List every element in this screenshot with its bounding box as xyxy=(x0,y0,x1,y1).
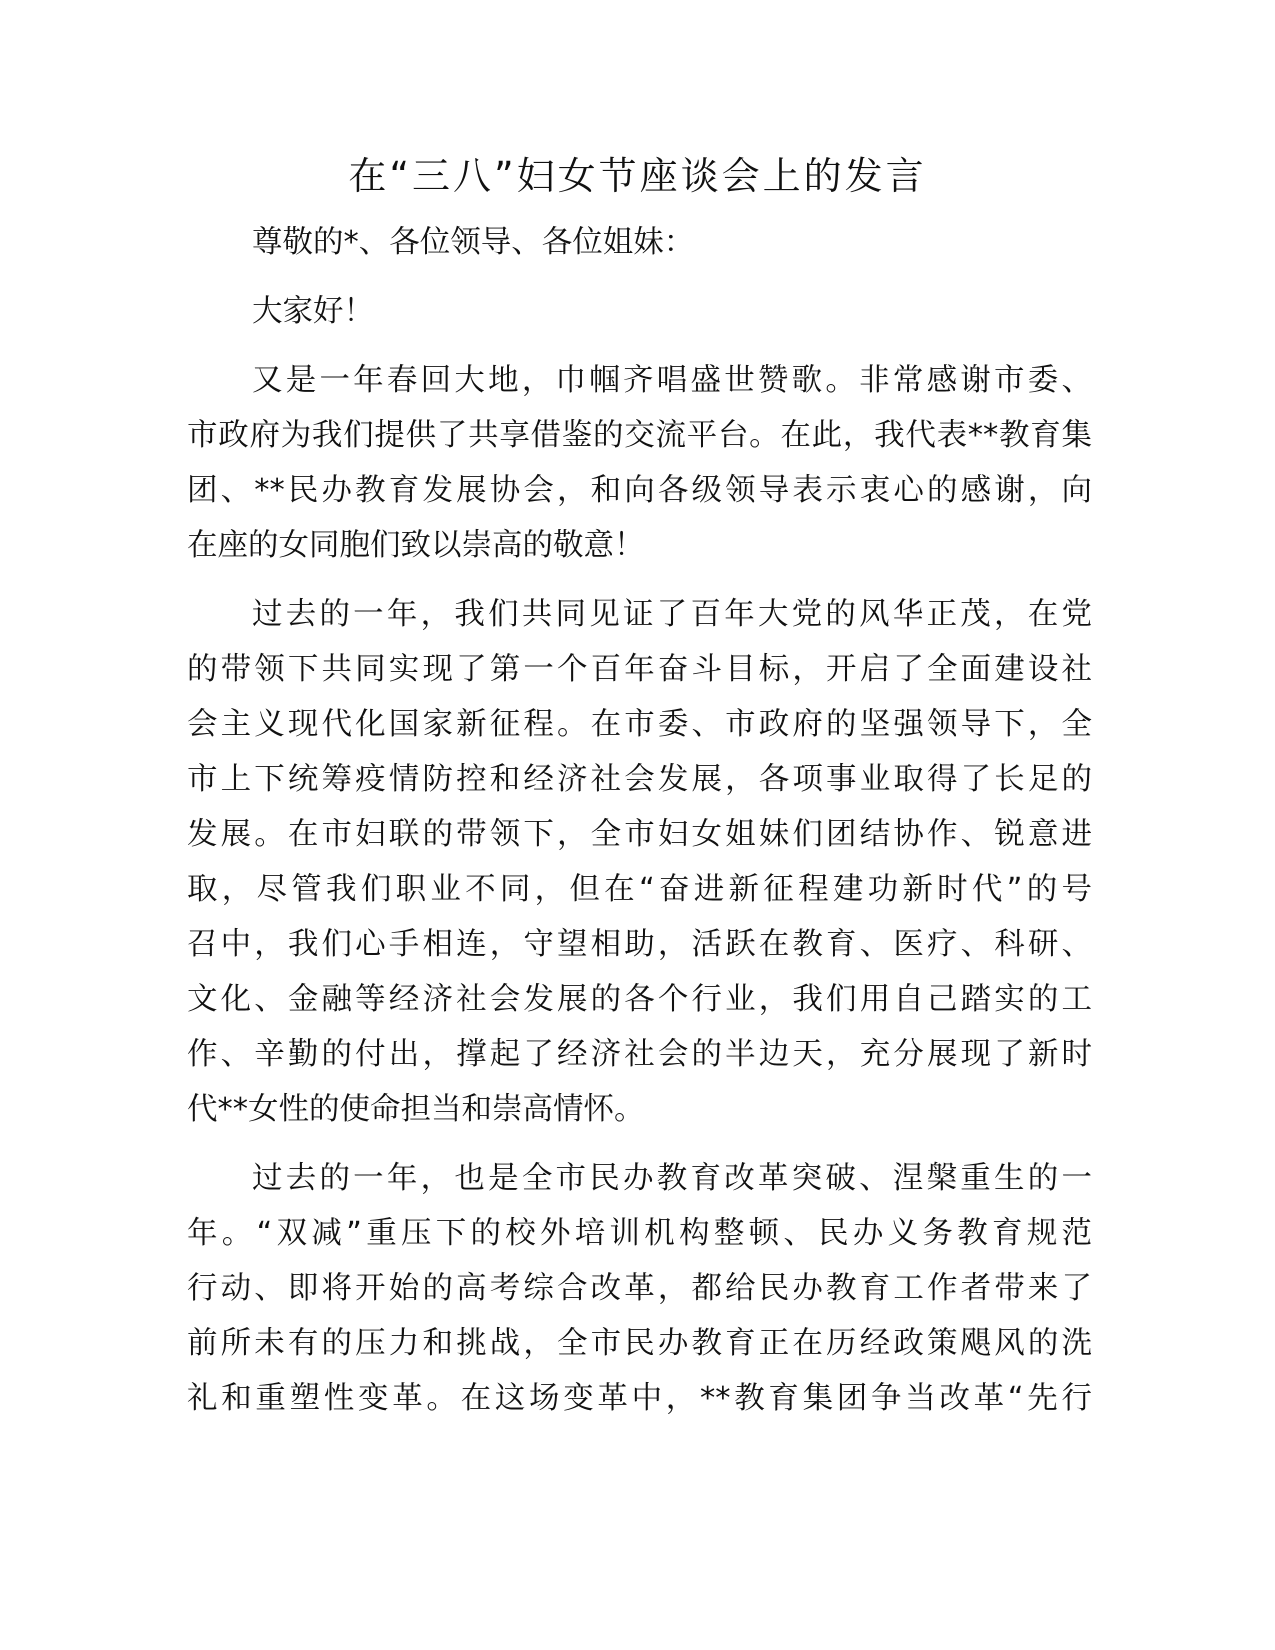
paragraph-2-line-4: 市上下统筹疫情防控和经济社会发展，各项事业取得了长足的 xyxy=(187,762,1092,797)
paragraph-2-line-5: 发展。在市妇联的带领下，全市妇女姐妹们团结协作、锐意进 xyxy=(187,817,1092,852)
paragraph-2-line-2: 的带领下共同实现了第一个百年奋斗目标，开启了全面建设社 xyxy=(187,652,1092,687)
paragraph-2-line-10: 代**女性的使命担当和崇高情怀。 xyxy=(187,1092,645,1127)
paragraph-3-line-5: 礼和重塑性变革。在这场变革中，**教育集团争当改革“先行 xyxy=(187,1381,1092,1416)
paragraph-3-line-4: 前所未有的压力和挑战，全市民办教育正在历经政策飓风的洗 xyxy=(187,1326,1092,1361)
paragraph-2-line-8: 文化、金融等经济社会发展的各个行业，我们用自己踏实的工 xyxy=(187,982,1092,1017)
salutation: 尊敬的*、各位领导、各位姐妹： xyxy=(252,225,695,260)
paragraph-2-line-1: 过去的一年，我们共同见证了百年大党的风华正茂，在党 xyxy=(252,597,1092,632)
greeting: 大家好！ xyxy=(252,294,374,329)
paragraph-2-line-6: 取，尽管我们职业不同，但在“奋进新征程建功新时代”的号 xyxy=(187,872,1092,907)
document-title: 在“三八”妇女节座谈会上的发言 xyxy=(348,154,927,198)
paragraph-2-line-7: 召中，我们心手相连，守望相助，活跃在教育、医疗、科研、 xyxy=(187,927,1092,962)
paragraph-2-line-3: 会主义现代化国家新征程。在市委、市政府的坚强领导下，全 xyxy=(187,707,1092,742)
paragraph-1-line-4: 在座的女同胞们致以崇高的敬意！ xyxy=(187,528,645,563)
paragraph-1-line-1: 又是一年春回大地，巾帼齐唱盛世赞歌。非常感谢市委、 xyxy=(252,363,1092,398)
paragraph-2-line-9: 作、辛勤的付出，撑起了经济社会的半边天，充分展现了新时 xyxy=(187,1037,1092,1072)
paragraph-3-line-1: 过去的一年，也是全市民办教育改革突破、涅槃重生的一 xyxy=(252,1161,1092,1196)
paragraph-3-line-3: 行动、即将开始的高考综合改革，都给民办教育工作者带来了 xyxy=(187,1271,1092,1306)
paragraph-3-line-2: 年。“双减”重压下的校外培训机构整顿、民办义务教育规范 xyxy=(187,1216,1092,1251)
paragraph-1-line-2: 市政府为我们提供了共享借鉴的交流平台。在此，我代表**教育集 xyxy=(187,418,1092,453)
paragraph-1-line-3: 团、**民办教育发展协会，和向各级领导表示衷心的感谢，向 xyxy=(187,473,1092,508)
